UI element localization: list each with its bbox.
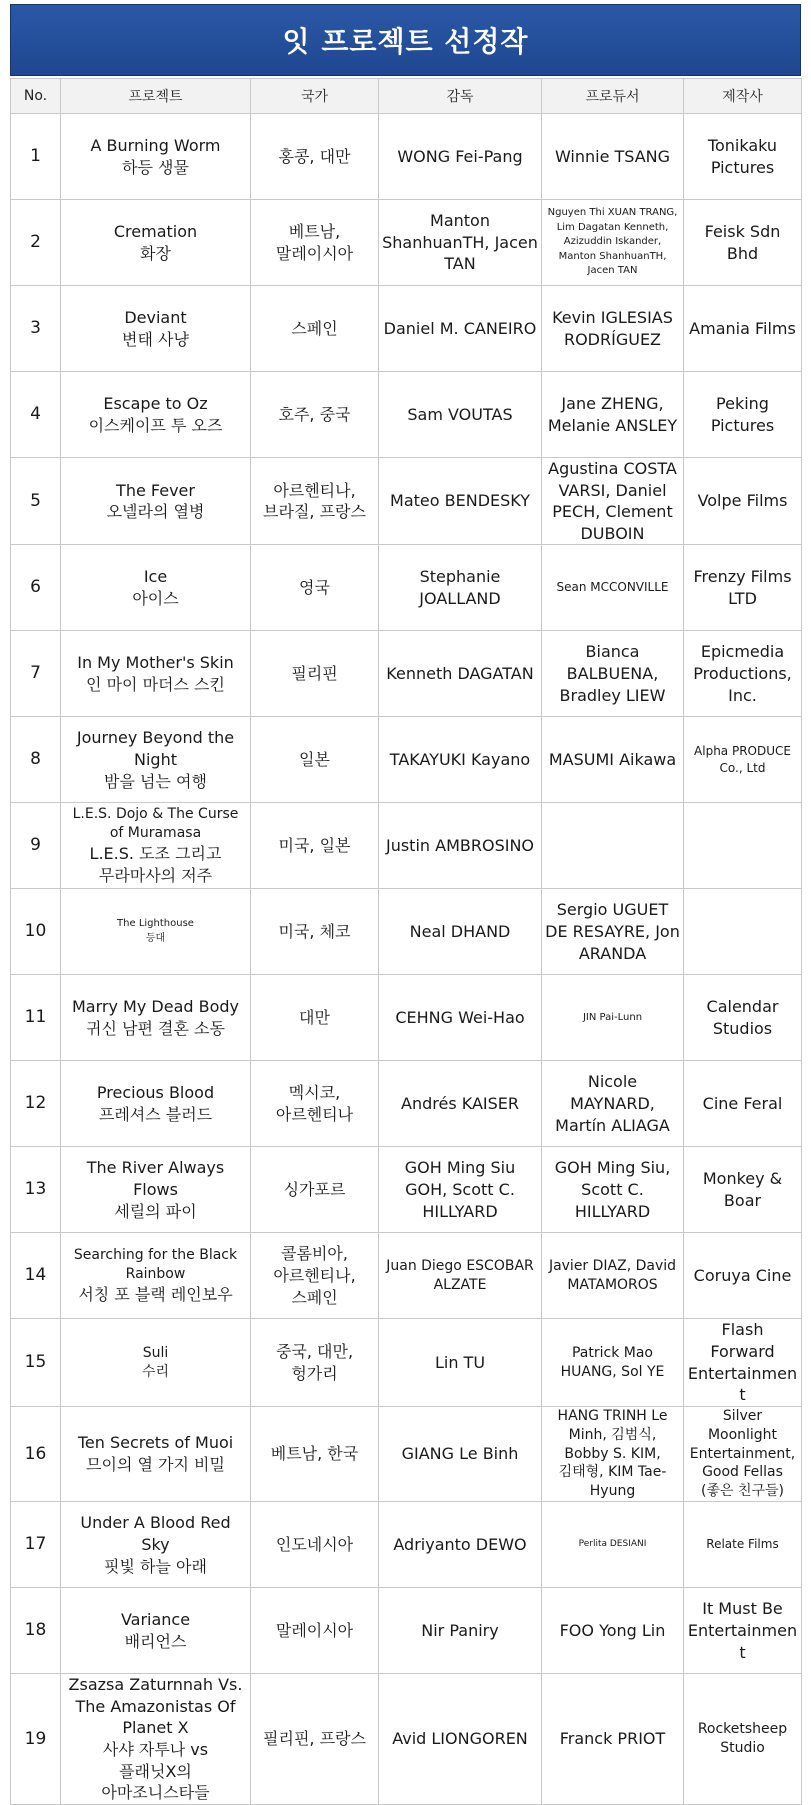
- project-cell: [61, 286, 251, 372]
- country-cell: 일본: [251, 717, 379, 803]
- country-cell: 영국: [251, 545, 379, 631]
- producer-cell: [542, 803, 684, 889]
- row-number: 13: [11, 1147, 61, 1233]
- row-number: 9: [11, 803, 61, 889]
- table-row: [11, 372, 802, 458]
- table-row: [11, 631, 802, 717]
- table-row: [11, 1061, 802, 1147]
- project-title-en: Variance: [120, 1610, 191, 1630]
- company-cell: Frenzy Films LTD: [684, 545, 802, 631]
- producer-cell: MASUMI Aikawa: [542, 717, 684, 803]
- director-cell: Justin AMBROSINO: [379, 803, 542, 889]
- producer-cell: Winnie TSANG: [542, 114, 684, 200]
- table-row: [11, 889, 802, 975]
- project-title-ko: 변태 사냥: [122, 329, 189, 349]
- project-title-ko: 수리: [141, 1363, 170, 1380]
- country-cell: 미국, 일본: [251, 803, 379, 889]
- producer-cell: Perlita DESIANI: [542, 1502, 684, 1588]
- project-title-ko: 밤을 넘는 여행: [104, 771, 207, 791]
- row-number: 14: [11, 1233, 61, 1319]
- company-cell: [684, 803, 802, 889]
- director-cell: Juan Diego ESCOBAR ALZATE: [379, 1233, 542, 1319]
- country-cell: 스페인: [251, 286, 379, 372]
- table-row: [11, 1502, 802, 1588]
- header-company: 제작사: [684, 79, 802, 114]
- row-number: 5: [11, 458, 61, 545]
- project-cell: [61, 1061, 251, 1147]
- project-title-en: Marry My Dead Body: [72, 997, 239, 1017]
- project-title-ko: 사샤 자투나 vs 플래닛X의 아마조니스타들: [101, 1739, 210, 1803]
- company-cell: Alpha PRODUCE Co., Ltd: [684, 717, 802, 803]
- company-cell: Coruya Cine: [684, 1233, 802, 1319]
- table-row: [11, 200, 802, 286]
- project-cell: [61, 1233, 251, 1319]
- project-title-en: In My Mother's Skin: [77, 653, 234, 673]
- director-cell: GOH Ming Siu GOH, Scott C. HILLYARD: [379, 1147, 542, 1233]
- header-producer: 프로듀서: [542, 79, 684, 114]
- project-cell: [61, 975, 251, 1061]
- row-number: 7: [11, 631, 61, 717]
- header-project: 프로젝트: [61, 79, 251, 114]
- project-cell: [61, 200, 251, 286]
- producer-cell: Sergio UGUET DE RESAYRE, Jon ARANDA: [542, 889, 684, 975]
- company-cell: Silver Moonlight Entertainment, Good Fellas (좋은 친구들): [684, 1406, 802, 1501]
- project-title-en: Suli: [142, 1344, 169, 1361]
- director-cell: Manton ShanhuanTH, Jacen TAN: [379, 200, 542, 286]
- table-row: [11, 1233, 802, 1319]
- project-title-en: Searching for the Black Rainbow: [73, 1247, 238, 1283]
- table-row: [11, 803, 802, 889]
- project-cell: [61, 631, 251, 717]
- country-cell: 필리핀, 프랑스: [251, 1674, 379, 1805]
- producer-cell: Kevin IGLESIAS RODRÍGUEZ: [542, 286, 684, 372]
- project-title-ko: 프레셔스 블러드: [98, 1104, 213, 1124]
- table-row: [11, 1588, 802, 1674]
- producer-cell: FOO Yong Lin: [542, 1588, 684, 1674]
- table-row: [11, 114, 802, 200]
- table-row: [11, 975, 802, 1061]
- row-number: 19: [11, 1674, 61, 1805]
- project-cell: [61, 1406, 251, 1501]
- table-row: [11, 717, 802, 803]
- company-cell: Volpe Films: [684, 458, 802, 545]
- producer-cell: Sean MCCONVILLE: [542, 545, 684, 631]
- company-cell: Relate Films: [684, 1502, 802, 1588]
- project-title-ko: 하등 생물: [122, 157, 189, 177]
- country-cell: 말레이시아: [251, 1588, 379, 1674]
- producer-cell: Nguyen Thi XUAN TRANG, Lim Dagatan Kenneth, Azizuddin Iskander, Manton ShanhuanTH, Jacen TAN: [542, 200, 684, 286]
- project-title-ko: 화장: [140, 243, 171, 263]
- project-cell: [61, 1674, 251, 1805]
- row-number: 17: [11, 1502, 61, 1588]
- project-title-ko: 배리언스: [124, 1631, 187, 1651]
- project-cell: [61, 1502, 251, 1588]
- project-cell: [61, 372, 251, 458]
- producer-cell: HANG TRINH Le Minh, 김범식, Bobby S. KIM, 김태형, KIM Tae-Hyung: [542, 1406, 684, 1501]
- director-cell: Neal DHAND: [379, 889, 542, 975]
- row-number: 11: [11, 975, 61, 1061]
- project-title-ko: L.E.S. 도조 그리고 무라마사의 저주: [89, 844, 222, 885]
- project-title-en: The Fever: [116, 480, 195, 500]
- row-number: 10: [11, 889, 61, 975]
- row-number: 18: [11, 1588, 61, 1674]
- project-cell: [61, 717, 251, 803]
- project-title-en: Cremation: [113, 221, 198, 241]
- producer-cell: GOH Ming Siu, Scott C. HILLYARD: [542, 1147, 684, 1233]
- header-no: No.: [11, 79, 61, 114]
- page-title: 잇 프로젝트 선정작: [10, 4, 801, 76]
- director-cell: Avid LIONGOREN: [379, 1674, 542, 1805]
- project-title-en: The Lighthouse: [117, 918, 194, 930]
- country-cell: 미국, 체코: [251, 889, 379, 975]
- director-cell: Mateo BENDESKY: [379, 458, 542, 545]
- company-cell: Cine Feral: [684, 1061, 802, 1147]
- project-title-en: A Burning Worm: [90, 135, 221, 155]
- row-number: 1: [11, 114, 61, 200]
- table-row: [11, 286, 802, 372]
- country-cell: 아르헨티나, 브라질, 프랑스: [251, 458, 379, 545]
- row-number: 6: [11, 545, 61, 631]
- project-cell: [61, 1147, 251, 1233]
- director-cell: Daniel M. CANEIRO: [379, 286, 542, 372]
- project-title-ko: 이스케이프 투 오즈: [88, 415, 223, 435]
- table-row: [11, 458, 802, 545]
- project-title-en: Journey Beyond the Night: [76, 728, 235, 770]
- company-cell: Tonikaku Pictures: [684, 114, 802, 200]
- producer-cell: JIN Pai-Lunn: [542, 975, 684, 1061]
- row-number: 4: [11, 372, 61, 458]
- country-cell: 싱가포르: [251, 1147, 379, 1233]
- project-title-en: The River Always Flows: [86, 1158, 225, 1200]
- project-cell: [61, 1319, 251, 1406]
- producer-cell: Jane ZHENG, Melanie ANSLEY: [542, 372, 684, 458]
- project-title-en: Zsazsa Zaturnnah Vs. The Amazonistas Of Planet X: [68, 1675, 243, 1738]
- company-cell: It Must Be Entertainment: [684, 1588, 802, 1674]
- header-country: 국가: [251, 79, 379, 114]
- director-cell: Stephanie JOALLAND: [379, 545, 542, 631]
- country-cell: 인도네시아: [251, 1502, 379, 1588]
- project-cell: [61, 545, 251, 631]
- project-title-ko: 므이의 열 가지 비밀: [86, 1454, 225, 1474]
- company-cell: Epicmedia Productions, Inc.: [684, 631, 802, 717]
- project-title-en: Deviant: [124, 307, 187, 327]
- row-number: 3: [11, 286, 61, 372]
- project-title-en: L.E.S. Dojo & The Curse of Muramasa: [72, 806, 239, 842]
- row-number: 2: [11, 200, 61, 286]
- project-cell: [61, 114, 251, 200]
- country-cell: 중국, 대만, 헝가리: [251, 1319, 379, 1406]
- director-cell: Nir Paniry: [379, 1588, 542, 1674]
- country-cell: 홍콩, 대만: [251, 114, 379, 200]
- project-title-ko: 서칭 포 블랙 레인보우: [78, 1284, 233, 1304]
- row-number: 16: [11, 1406, 61, 1501]
- company-cell: Monkey & Boar: [684, 1147, 802, 1233]
- company-cell: Feisk Sdn Bhd: [684, 200, 802, 286]
- project-title-en: Ten Secrets of Muoi: [77, 1433, 234, 1453]
- company-cell: Calendar Studios: [684, 975, 802, 1061]
- director-cell: Andrés KAISER: [379, 1061, 542, 1147]
- project-cell: [61, 889, 251, 975]
- director-cell: CEHNG Wei-Hao: [379, 975, 542, 1061]
- project-title-en: Escape to Oz: [103, 393, 208, 413]
- project-title-en: Precious Blood: [96, 1083, 215, 1103]
- header-row: [11, 79, 802, 114]
- country-cell: 필리핀: [251, 631, 379, 717]
- company-cell: [684, 889, 802, 975]
- project-title-ko: 아이스: [132, 588, 179, 608]
- project-title-ko: 핏빛 하늘 아래: [104, 1556, 207, 1576]
- table-row: [11, 1319, 802, 1406]
- project-cell: [61, 803, 251, 889]
- country-cell: 콜롬비아, 아르헨티나, 스페인: [251, 1233, 379, 1319]
- project-title-ko: 오넬라의 열병: [106, 502, 205, 522]
- company-cell: Rocketsheep Studio: [684, 1674, 802, 1805]
- director-cell: Kenneth DAGATAN: [379, 631, 542, 717]
- row-number: 8: [11, 717, 61, 803]
- project-title-ko: 세릴의 파이: [114, 1201, 197, 1221]
- selection-table: [10, 78, 802, 1805]
- country-cell: 베트남, 한국: [251, 1406, 379, 1501]
- table-row: [11, 1674, 802, 1805]
- header-director: 감독: [379, 79, 542, 114]
- director-cell: WONG Fei-Pang: [379, 114, 542, 200]
- country-cell: 베트남, 말레이시아: [251, 200, 379, 286]
- producer-cell: Javier DIAZ, David MATAMOROS: [542, 1233, 684, 1319]
- director-cell: TAKAYUKI Kayano: [379, 717, 542, 803]
- country-cell: 대만: [251, 975, 379, 1061]
- director-cell: Lin TU: [379, 1319, 542, 1406]
- producer-cell: Nicole MAYNARD, Martín ALIAGA: [542, 1061, 684, 1147]
- table-row: [11, 545, 802, 631]
- producer-cell: Bianca BALBUENA, Bradley LIEW: [542, 631, 684, 717]
- director-cell: GIANG Le Binh: [379, 1406, 542, 1501]
- company-cell: Flash Forward Entertainment: [684, 1319, 802, 1406]
- project-cell: [61, 1588, 251, 1674]
- company-cell: Amania Films: [684, 286, 802, 372]
- country-cell: 호주, 중국: [251, 372, 379, 458]
- project-title-ko: 인 마이 마더스 스킨: [86, 674, 225, 694]
- row-number: 15: [11, 1319, 61, 1406]
- table-row: [11, 1406, 802, 1501]
- row-number: 12: [11, 1061, 61, 1147]
- company-cell: Peking Pictures: [684, 372, 802, 458]
- producer-cell: Franck PRIOT: [542, 1674, 684, 1805]
- producer-cell: Agustina COSTA VARSI, Daniel PECH, Clement DUBOIN: [542, 458, 684, 545]
- director-cell: Sam VOUTAS: [379, 372, 542, 458]
- project-title-ko: 귀신 남편 결혼 소동: [86, 1018, 225, 1038]
- project-cell: [61, 458, 251, 545]
- director-cell: Adriyanto DEWO: [379, 1502, 542, 1588]
- table-row: [11, 1147, 802, 1233]
- table-body: [11, 114, 802, 1805]
- project-title-ko: 등대: [145, 932, 166, 944]
- project-title-en: Under A Blood Red Sky: [80, 1513, 231, 1554]
- producer-cell: Patrick Mao HUANG, Sol YE: [542, 1319, 684, 1406]
- project-title-en: Ice: [143, 567, 168, 587]
- country-cell: 멕시코, 아르헨티나: [251, 1061, 379, 1147]
